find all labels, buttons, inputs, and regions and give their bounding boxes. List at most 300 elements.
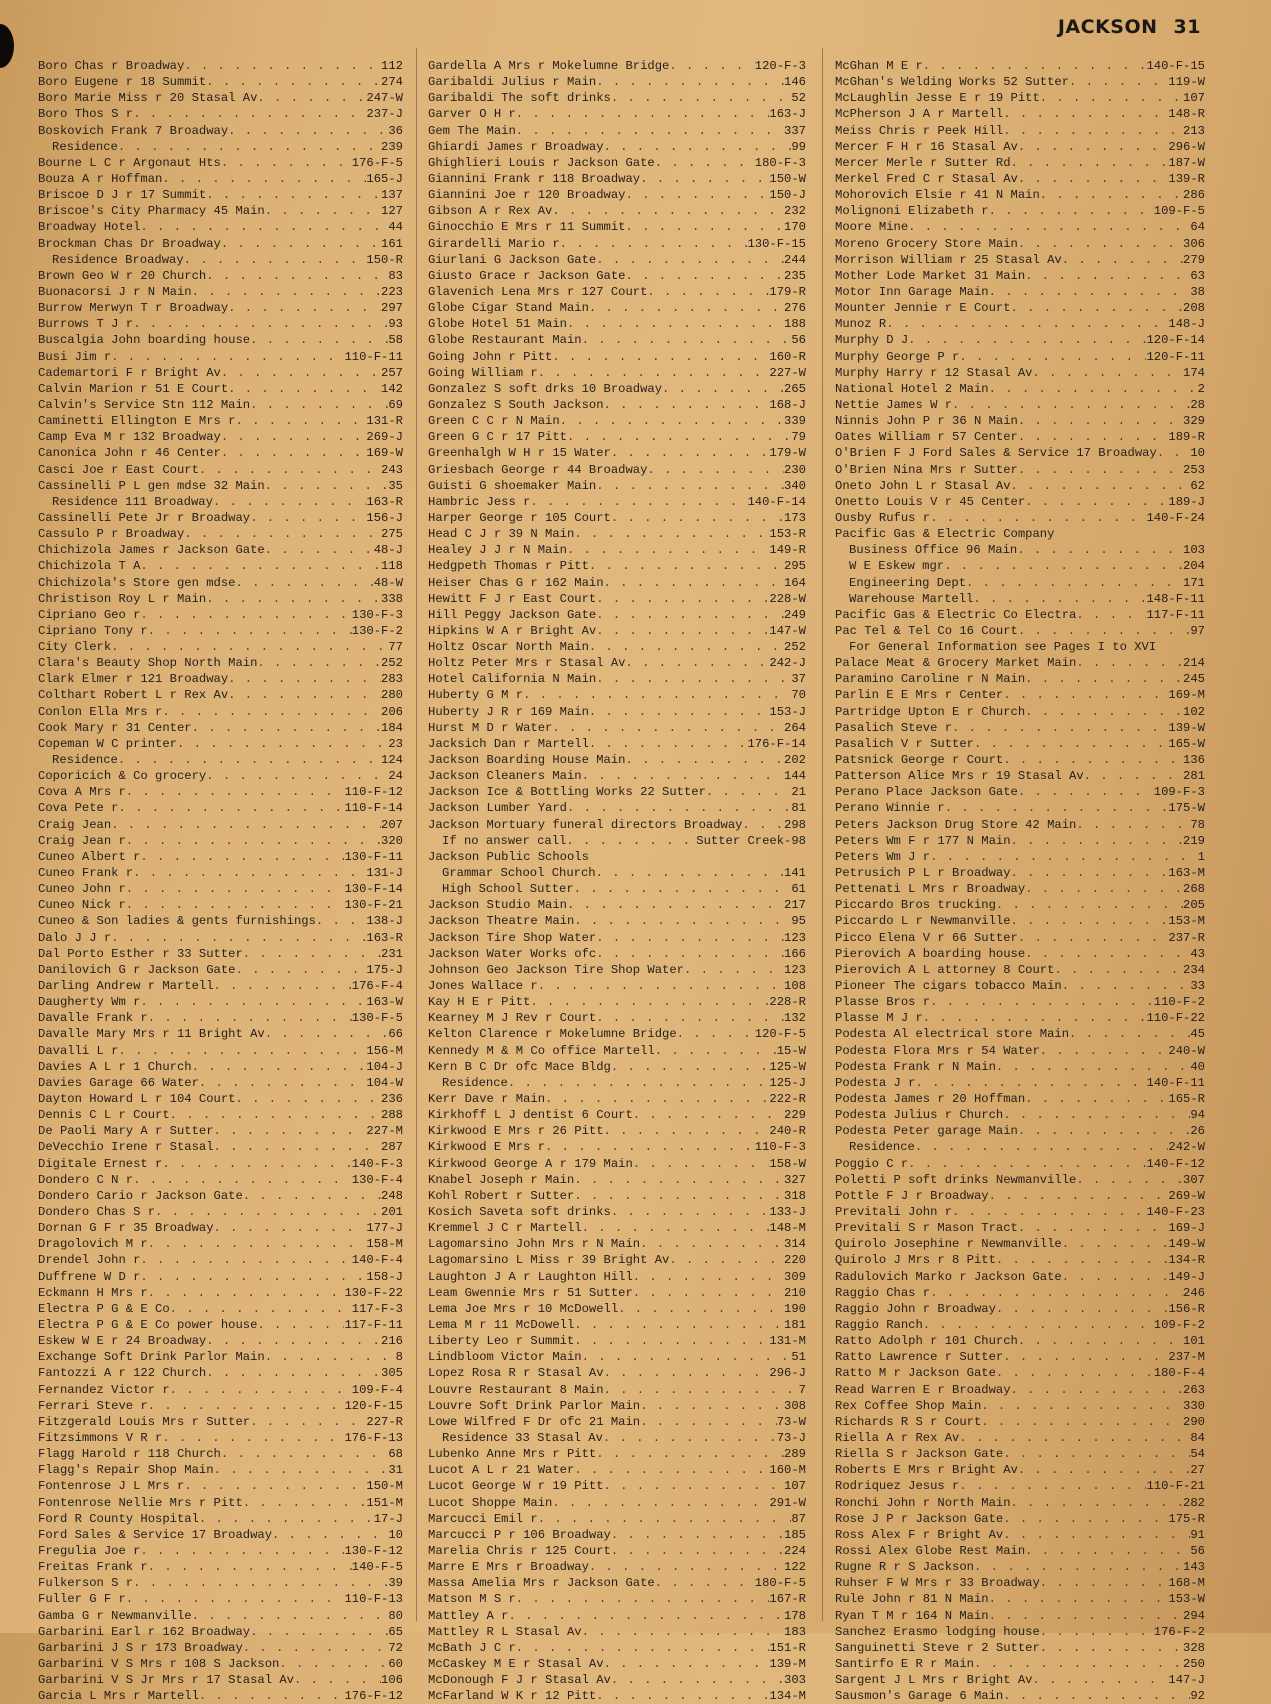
listing-entry bbox=[38, 1414, 403, 1430]
phone-number: 153-R bbox=[769, 527, 806, 542]
phone-number: 68 bbox=[388, 1447, 403, 1462]
listing-name: Johnson Geo Jackson Tire Shop Water bbox=[428, 962, 684, 977]
listing-entry bbox=[428, 1349, 806, 1365]
phone-number: 247-W bbox=[366, 91, 403, 106]
listing-entry bbox=[428, 300, 806, 316]
leader-dots bbox=[1011, 865, 1169, 881]
listing-name: Kirkwood E Mrs r bbox=[428, 1140, 546, 1155]
leader-dots bbox=[1003, 1511, 1168, 1527]
listing-name: Broadway Hotel bbox=[38, 220, 141, 235]
leader-dots bbox=[265, 542, 374, 558]
leader-dots bbox=[221, 155, 352, 171]
phone-number: 240-W bbox=[1168, 1043, 1205, 1058]
listing-entry bbox=[835, 849, 1205, 865]
phone-number: 48-J bbox=[373, 543, 403, 558]
listing-entry bbox=[835, 74, 1205, 90]
listing-entry bbox=[38, 1365, 403, 1381]
listing-entry bbox=[428, 865, 806, 881]
listing-entry bbox=[428, 203, 806, 219]
leader-dots bbox=[199, 1075, 367, 1091]
phone-number: 232 bbox=[784, 204, 806, 219]
phone-number: 250 bbox=[1183, 1656, 1205, 1671]
listing-entry bbox=[38, 1333, 403, 1349]
phone-number: 150-J bbox=[769, 188, 806, 203]
phone-number: 208 bbox=[1183, 301, 1205, 316]
leader-dots bbox=[930, 849, 1198, 865]
phone-number: 246 bbox=[1183, 1285, 1205, 1300]
leader-dots bbox=[552, 1495, 769, 1511]
leader-dots bbox=[647, 284, 769, 300]
phone-number: 31 bbox=[388, 1463, 403, 1478]
listing-name: Knabel Joseph r Main bbox=[428, 1172, 575, 1187]
leader-dots bbox=[243, 1188, 381, 1204]
listing-entry bbox=[428, 106, 806, 122]
leader-dots bbox=[552, 349, 769, 365]
phone-number: 220 bbox=[784, 1253, 806, 1268]
listing-entry bbox=[428, 1269, 806, 1285]
phone-number: 175-J bbox=[366, 962, 403, 977]
listing-name: Louvre Restaurant 8 Main bbox=[428, 1382, 604, 1397]
listing-entry bbox=[428, 994, 806, 1010]
listing-name: McFarland W K r 12 Pitt bbox=[428, 1689, 597, 1704]
phone-number: 139-W bbox=[1168, 720, 1205, 735]
listing-entry bbox=[428, 1608, 806, 1624]
listing-entry bbox=[835, 752, 1205, 768]
phone-number: 298 bbox=[784, 817, 806, 832]
listing-name: Ratto M r Jackson Gate bbox=[835, 1366, 996, 1381]
listing-name: Ghiardi James r Broadway bbox=[428, 139, 604, 154]
leader-dots bbox=[574, 526, 769, 542]
listing-entry bbox=[835, 1204, 1205, 1220]
phone-number: 141 bbox=[784, 866, 806, 881]
listing-name: Sanguinetti Steve r 2 Sutter bbox=[835, 1640, 1040, 1655]
listing-entry bbox=[38, 397, 403, 413]
listing-name: Buonacorsi J r N Main bbox=[38, 284, 192, 299]
listing-entry bbox=[428, 687, 806, 703]
listing-name: Cassulo P r Broadway bbox=[38, 527, 185, 542]
listing-name: Canonica John r 46 Center bbox=[38, 446, 221, 461]
listing-name: For General Information see Pages I to XVI bbox=[849, 640, 1157, 655]
phone-number: 117-F-3 bbox=[351, 1301, 403, 1316]
listing-name: Sargent J L Mrs r Bright Av bbox=[835, 1673, 1033, 1688]
listing-entry bbox=[428, 332, 806, 348]
listing-entry bbox=[428, 1656, 806, 1672]
listing-entry bbox=[428, 58, 806, 74]
listing-name: Bouza A r Hoffman bbox=[38, 171, 163, 186]
listing-name: Holtz Peter Mrs r Stasal Av bbox=[428, 656, 626, 671]
phone-number: 73-J bbox=[776, 1430, 806, 1445]
listing-name: Cassinelli P L gen mdse 32 Main bbox=[38, 478, 265, 493]
phone-number: 110-F-13 bbox=[344, 1592, 403, 1607]
leader-dots bbox=[508, 1608, 784, 1624]
leader-dots bbox=[235, 575, 373, 591]
phone-number: 257 bbox=[381, 365, 403, 380]
listing-entry bbox=[428, 1559, 806, 1575]
listing-name: Residence bbox=[442, 1075, 508, 1090]
listing-name: Residence bbox=[849, 1140, 915, 1155]
leader-dots bbox=[582, 1220, 770, 1236]
phone-number: 189-R bbox=[1168, 430, 1205, 445]
listing-name: Busi Jim r bbox=[38, 349, 112, 364]
listing-name: Briscoe's City Pharmacy 45 Main bbox=[38, 204, 265, 219]
listing-entry bbox=[835, 1172, 1205, 1188]
listing-name: Ghighlieri Louis r Jackson Gate bbox=[428, 155, 655, 170]
listing-name: Murphy D J bbox=[835, 333, 909, 348]
phone-number: 120-F-15 bbox=[344, 1398, 403, 1413]
leader-dots bbox=[625, 655, 769, 671]
listing-entry bbox=[38, 687, 403, 703]
leader-dots bbox=[582, 768, 784, 784]
leader-dots bbox=[611, 1059, 770, 1075]
phone-number: 248 bbox=[381, 1188, 403, 1203]
phone-number: 109-F-5 bbox=[1153, 204, 1205, 219]
leader-dots bbox=[596, 591, 769, 607]
leader-dots bbox=[214, 1139, 382, 1155]
leader-dots bbox=[611, 90, 792, 106]
leader-dots bbox=[1025, 1091, 1168, 1107]
listing-entry bbox=[38, 607, 403, 623]
leader-dots bbox=[989, 203, 1154, 219]
leader-dots bbox=[604, 139, 792, 155]
phone-number: 103 bbox=[1183, 543, 1205, 558]
leader-dots bbox=[206, 591, 381, 607]
leader-dots bbox=[574, 1188, 784, 1204]
listing-entry bbox=[38, 1220, 403, 1236]
phone-number: 175-R bbox=[1168, 1511, 1205, 1526]
phone-number: 117-F-11 bbox=[344, 1317, 403, 1332]
listing-entry bbox=[428, 1059, 806, 1075]
phone-number: 156-R bbox=[1168, 1301, 1205, 1316]
leader-dots bbox=[516, 1640, 770, 1656]
listing-entry bbox=[38, 1624, 403, 1640]
phone-number: 189-J bbox=[1168, 494, 1205, 509]
listing-entry bbox=[835, 558, 1205, 574]
phone-number: 23 bbox=[388, 736, 403, 751]
listing-entry bbox=[835, 1414, 1205, 1430]
listing-entry bbox=[38, 671, 403, 687]
listing-name: Fitzsimmons V R r bbox=[38, 1430, 163, 1445]
phone-number: 149-R bbox=[769, 543, 806, 558]
listing-entry bbox=[38, 58, 403, 74]
listing-name: Piccardo Bros trucking bbox=[835, 898, 996, 913]
listing-name: O'Brien F J Ford Sales & Service 17 Broadway bbox=[835, 446, 1157, 461]
listing-name: Hill Peggy Jackson Gate bbox=[428, 607, 597, 622]
phone-number: 133-J bbox=[769, 1204, 806, 1219]
leader-dots bbox=[133, 316, 388, 332]
phone-number: 281 bbox=[1183, 769, 1205, 784]
leader-dots bbox=[567, 429, 791, 445]
phone-number: 124 bbox=[381, 753, 403, 768]
listing-name: Clark Elmer r 121 Broadway bbox=[38, 672, 229, 687]
phone-number: 156-J bbox=[366, 510, 403, 525]
phone-number: 36 bbox=[388, 123, 403, 138]
leader-dots bbox=[1018, 1462, 1191, 1478]
phone-number: 62 bbox=[1190, 478, 1205, 493]
leader-dots bbox=[118, 752, 381, 768]
listing-entry bbox=[38, 1156, 403, 1172]
leader-dots bbox=[596, 607, 784, 623]
listing-entry bbox=[38, 1656, 403, 1672]
phone-number: 309 bbox=[784, 1269, 806, 1284]
phone-number: 307 bbox=[1183, 1172, 1205, 1187]
leader-dots bbox=[908, 1156, 1146, 1172]
leader-dots bbox=[596, 671, 791, 687]
listing-entry bbox=[835, 575, 1205, 591]
phone-number: 242-J bbox=[769, 656, 806, 671]
listing-name: Kirkwood George A r 179 Main bbox=[428, 1156, 633, 1171]
phone-number: 297 bbox=[381, 301, 403, 316]
phone-number: 169-W bbox=[366, 446, 403, 461]
leader-dots bbox=[596, 930, 784, 946]
leader-dots bbox=[162, 1156, 351, 1172]
listing-entry bbox=[835, 994, 1205, 1010]
phone-number: 290 bbox=[1183, 1414, 1205, 1429]
leader-dots bbox=[148, 1398, 345, 1414]
listing-name: Oates William r 57 Center bbox=[835, 430, 1018, 445]
leader-dots bbox=[611, 445, 770, 461]
phone-number: 125-J bbox=[769, 1075, 806, 1090]
leader-dots bbox=[589, 704, 770, 720]
phone-number: 169-J bbox=[1168, 1221, 1205, 1236]
leader-dots bbox=[952, 397, 1190, 413]
phone-number: 58 bbox=[388, 333, 403, 348]
listing-name: Kennedy M & M Co office Martell bbox=[428, 1043, 655, 1058]
listing-name: Hambric Jess r bbox=[428, 494, 531, 509]
phone-number: 239 bbox=[381, 139, 403, 154]
phone-number: 38 bbox=[1190, 284, 1205, 299]
listing-name: Pettenati L Mrs r Broadway bbox=[835, 882, 1026, 897]
listing-entry bbox=[38, 526, 403, 542]
phone-number: 27 bbox=[1190, 1463, 1205, 1478]
phone-number: 253 bbox=[1183, 462, 1205, 477]
listing-entry bbox=[428, 671, 806, 687]
phone-number: 161 bbox=[381, 236, 403, 251]
phone-number: 81 bbox=[791, 801, 806, 816]
leader-dots bbox=[625, 187, 769, 203]
listing-name: Burrow Merwyn T r Broadway bbox=[38, 301, 229, 316]
phone-number: 56 bbox=[1190, 1543, 1205, 1558]
listing-entry bbox=[835, 1010, 1205, 1026]
leader-dots bbox=[974, 1656, 1183, 1672]
listing-entry bbox=[38, 462, 403, 478]
phone-number: 187-W bbox=[1168, 155, 1205, 170]
listing-entry bbox=[428, 171, 806, 187]
phone-number: 153-M bbox=[1168, 914, 1205, 929]
listing-name: Lucot George W r 19 Pitt bbox=[428, 1479, 604, 1494]
listing-name: Jacksich Dan r Martell bbox=[428, 736, 589, 751]
listing-entry bbox=[835, 671, 1205, 687]
listing-name: McGhan M E r bbox=[835, 59, 923, 73]
listing-name: Cook Mary r 31 Center bbox=[38, 720, 192, 735]
listing-entry bbox=[835, 300, 1205, 316]
column-divider bbox=[416, 48, 417, 1621]
listing-entry bbox=[38, 494, 403, 510]
listing-name: Murphy George P r bbox=[835, 349, 960, 364]
listing-entry bbox=[38, 203, 403, 219]
phone-number: 132 bbox=[784, 1011, 806, 1026]
phone-number: 119-W bbox=[1168, 75, 1205, 90]
phone-number: 69 bbox=[388, 397, 403, 412]
leader-dots bbox=[118, 800, 344, 816]
listing-name: Flagg's Repair Shop Main bbox=[38, 1463, 214, 1478]
listing-entry bbox=[835, 1688, 1205, 1704]
listing-name: Briscoe D J r 17 Summit bbox=[38, 188, 207, 203]
listing-entry bbox=[428, 1365, 806, 1381]
leader-dots bbox=[206, 187, 381, 203]
listing-name: Lucot A L r 21 Water bbox=[428, 1463, 575, 1478]
leader-dots bbox=[250, 397, 388, 413]
leader-dots bbox=[989, 284, 1191, 300]
leader-dots bbox=[184, 252, 367, 268]
listing-name: Podesta Peter garage Main bbox=[835, 1124, 1018, 1139]
listing-entry bbox=[428, 768, 806, 784]
phone-number: 176-F-12 bbox=[344, 1689, 403, 1704]
phone-number: 1 bbox=[1197, 849, 1205, 864]
leader-dots bbox=[989, 1608, 1183, 1624]
leader-dots bbox=[250, 332, 388, 348]
listing-entry bbox=[38, 1236, 403, 1252]
listing-name: Kohl Robert r Sutter bbox=[428, 1188, 575, 1203]
listing-name: Patterson Alice Mrs r 19 Stasal Av bbox=[835, 769, 1084, 784]
listing-entry bbox=[835, 1495, 1205, 1511]
phone-number: 84 bbox=[1190, 1430, 1205, 1445]
leader-dots bbox=[1040, 90, 1183, 106]
phone-number: 51 bbox=[791, 1350, 806, 1365]
listing-entry bbox=[38, 558, 403, 574]
phone-number: 242-W bbox=[1168, 1140, 1205, 1155]
listing-name: Lucot Shoppe Main bbox=[428, 1495, 553, 1510]
phone-number: 206 bbox=[381, 704, 403, 719]
leader-dots bbox=[974, 736, 1168, 752]
listing-name: Gardella A Mrs r Mokelumne Bridge bbox=[428, 59, 670, 73]
phone-number: 120-F-14 bbox=[1146, 333, 1205, 348]
listing-name: Ryan T M r 164 N Main bbox=[835, 1608, 989, 1623]
leader-dots bbox=[1032, 1672, 1168, 1688]
listing-name: Residence bbox=[52, 753, 118, 768]
leader-dots bbox=[118, 1043, 366, 1059]
listing-name: Munoz R bbox=[835, 317, 887, 332]
phone-number: 231 bbox=[381, 946, 403, 961]
listing-name: Dondero Chas S r bbox=[38, 1204, 156, 1219]
leader-dots bbox=[589, 639, 784, 655]
phone-number: 10 bbox=[388, 1527, 403, 1542]
phone-number: 136 bbox=[1183, 753, 1205, 768]
listing-entry bbox=[835, 865, 1205, 881]
listing-name: Pottle F J r Broadway bbox=[835, 1188, 989, 1203]
listing-entry bbox=[38, 865, 403, 881]
leader-dots bbox=[952, 720, 1168, 736]
phone-number: 93 bbox=[388, 317, 403, 332]
leader-dots bbox=[221, 1446, 389, 1462]
phone-number: 150-W bbox=[769, 171, 806, 186]
phone-number: 213 bbox=[1183, 123, 1205, 138]
phone-number: 140-F-3 bbox=[351, 1156, 403, 1171]
leader-dots bbox=[952, 1204, 1146, 1220]
listing-name: Lagomarsino L Miss r 39 Bright Av bbox=[428, 1253, 670, 1268]
leader-dots bbox=[1011, 300, 1184, 316]
listing-entry bbox=[835, 1446, 1205, 1462]
leader-dots bbox=[611, 1543, 784, 1559]
listing-name: Guisti G shoemaker Main bbox=[428, 478, 597, 493]
phone-number: 165-W bbox=[1168, 736, 1205, 751]
phone-number: 274 bbox=[381, 75, 403, 90]
listing-entry bbox=[38, 510, 403, 526]
listing-entry bbox=[38, 623, 403, 639]
listing-entry bbox=[38, 1462, 403, 1478]
listing-entry bbox=[38, 542, 403, 558]
listing-entry bbox=[835, 445, 1205, 461]
leader-dots bbox=[235, 1091, 381, 1107]
leader-dots bbox=[206, 1365, 381, 1381]
listing-entry bbox=[38, 413, 403, 429]
phone-number: 110-F-2 bbox=[1153, 995, 1205, 1010]
listing-entry bbox=[38, 1139, 403, 1155]
phone-number: 177-J bbox=[366, 1221, 403, 1236]
phone-number: 229 bbox=[784, 1108, 806, 1123]
phone-number: 328 bbox=[1183, 1640, 1205, 1655]
listing-entry bbox=[428, 1301, 806, 1317]
phone-number: 83 bbox=[388, 268, 403, 283]
listing-name: Chichizola James r Jackson Gate bbox=[38, 543, 265, 558]
phone-number: 79 bbox=[791, 430, 806, 445]
listing-entry bbox=[428, 881, 806, 897]
listing-name: Cuneo Frank r bbox=[38, 866, 134, 881]
phone-number: 87 bbox=[791, 1511, 806, 1526]
listing-entry bbox=[835, 1026, 1205, 1042]
phone-number: 265 bbox=[784, 381, 806, 396]
leader-dots bbox=[959, 1430, 1190, 1446]
leader-dots bbox=[611, 1204, 770, 1220]
listing-entry bbox=[835, 1333, 1205, 1349]
leader-dots bbox=[523, 687, 791, 703]
listing-name: Bourne L C r Argonaut Hts bbox=[38, 155, 221, 170]
listing-entry bbox=[38, 1478, 403, 1494]
listing-entry bbox=[428, 1010, 806, 1026]
leader-dots bbox=[618, 1301, 784, 1317]
listing-name: Pacific Gas & Electric Co Electra bbox=[835, 607, 1077, 622]
phone-number: 72 bbox=[388, 1640, 403, 1655]
phone-number: 165-R bbox=[1168, 1092, 1205, 1106]
listing-name: Harper George r 105 Court bbox=[428, 510, 611, 525]
listing-name: Giurlani G Jackson Gate bbox=[428, 252, 597, 267]
listing-entry bbox=[428, 1527, 806, 1543]
leader-dots bbox=[1018, 413, 1183, 429]
page-header bbox=[1058, 16, 1201, 38]
phone-number: 249 bbox=[784, 607, 806, 622]
listing-entry bbox=[835, 1672, 1205, 1688]
leader-dots bbox=[133, 106, 366, 122]
listing-name: Oneto John L r Stasal Av bbox=[835, 478, 1011, 493]
listing-name: Perano Place Jackson Gate bbox=[835, 785, 1018, 800]
leader-dots bbox=[250, 510, 366, 526]
listing-name: Morrison William r 25 Stasal Av bbox=[835, 252, 1062, 267]
listing-entry bbox=[38, 74, 403, 90]
leader-dots bbox=[974, 1559, 1183, 1575]
leader-dots bbox=[677, 1026, 755, 1042]
phone-number: 210 bbox=[784, 1285, 806, 1300]
listing-entry bbox=[835, 1527, 1205, 1543]
phone-number: 303 bbox=[784, 1673, 806, 1688]
phone-number: 295 bbox=[784, 559, 806, 574]
leader-dots bbox=[604, 397, 770, 413]
leader-dots bbox=[743, 817, 785, 833]
listing-entry bbox=[835, 946, 1205, 962]
listing-entry bbox=[428, 752, 806, 768]
listing-name: Boro Eugene r 18 Summit bbox=[38, 75, 207, 90]
phone-number: 148-F-11 bbox=[1146, 591, 1205, 606]
leader-dots bbox=[257, 655, 381, 671]
listing-name: Fitzgerald Louis Mrs r Sutter bbox=[38, 1414, 251, 1429]
